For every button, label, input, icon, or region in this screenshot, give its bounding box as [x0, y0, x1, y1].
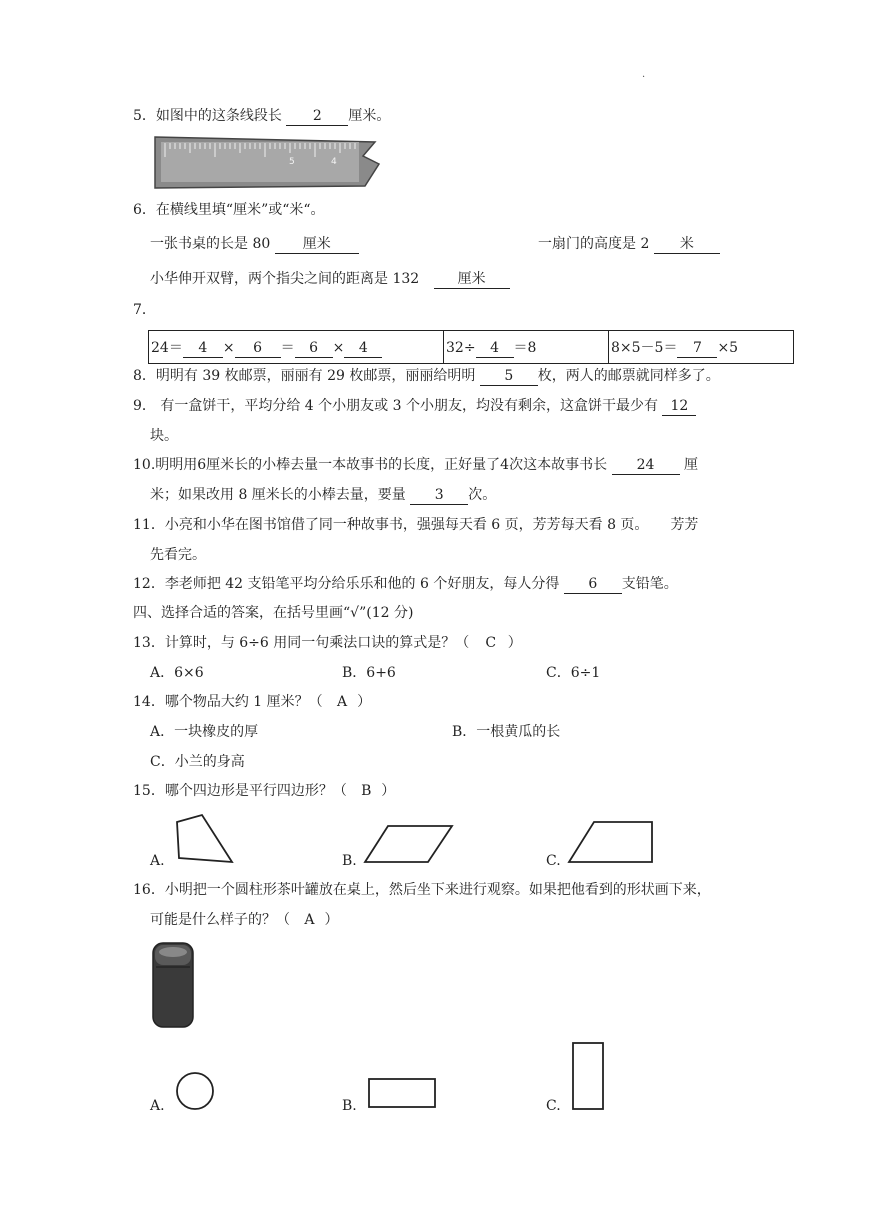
q7-cell-1	[149, 331, 444, 364]
q5-number: 5．	[133, 108, 156, 124]
q9-answer: 12	[662, 397, 696, 416]
q13-option-c: C．6÷1	[546, 665, 601, 681]
question-10-line-2	[150, 485, 496, 505]
q10-answer-2: 3	[410, 486, 468, 505]
q13-close: ）	[507, 635, 522, 651]
q16-option-b-label: B.	[342, 1098, 357, 1114]
q7-c1-answer-2: 6	[235, 339, 281, 358]
q7-c3-answer: 7	[677, 339, 717, 358]
question-11-tail: 先看完。	[150, 547, 206, 563]
q12-tail: 支铅笔。	[621, 576, 678, 592]
q7-c2-rhs: ＝8	[513, 339, 537, 356]
question-6a	[150, 234, 359, 254]
q5-text: 如图中的这条线段长	[155, 108, 282, 124]
q16-shape-c-tall-rectangle	[570, 1040, 606, 1112]
q5-unit: 厘米。	[348, 108, 391, 124]
q8-answer: 5	[480, 367, 538, 386]
q7-cell-2	[444, 331, 609, 364]
q14-option-a: A．一块橡皮的厚	[150, 724, 259, 740]
question-10	[133, 455, 698, 475]
q16-line-2-text: 可能是什么样子的？（	[150, 912, 290, 928]
q16-close: ）	[324, 912, 339, 928]
question-16-line-2	[150, 910, 338, 930]
q7-c1-answer-4: 4	[344, 339, 382, 358]
question-6b	[538, 234, 720, 254]
q15-shape-a-quadrilateral	[172, 812, 238, 868]
q6a-answer: 厘米	[275, 235, 359, 254]
question-6-stem: 6．在横线里填“厘米”或“米“。	[133, 202, 325, 218]
q11-text: 11．小亮和小华在图书馆借了同一种故事书，强强每天看 6 页，芳芳每天看 8 页。	[133, 517, 649, 533]
q7-c1-op-1: ×	[222, 339, 235, 356]
q15-option-b-label: B.	[342, 853, 357, 869]
q8-tail: 枚，两人的邮票就同样多了。	[537, 368, 720, 384]
q7-c2-answer: 4	[476, 339, 514, 358]
q7-cell-3	[609, 331, 794, 364]
q7-c3-lhs: 8×5－5＝	[611, 339, 678, 356]
tea-canister-image	[150, 940, 196, 1030]
q11-answer: 芳芳	[670, 517, 699, 533]
q13-option-b: B．6+6	[342, 665, 396, 681]
q6c-answer: 厘米	[434, 270, 510, 289]
q13-answer: C	[485, 635, 497, 651]
q15-option-c-label: C.	[546, 853, 561, 869]
q7-c1-lhs: 24＝	[151, 339, 183, 356]
q8-text: 8．明明有 39 枚邮票，丽丽有 29 枚邮票，丽丽给明明	[133, 368, 476, 384]
q7-c2-lhs: 32÷	[446, 339, 476, 356]
q16-option-a-label: A.	[150, 1098, 165, 1114]
q14-close: ）	[357, 694, 372, 710]
q14-text: 14．哪个物品大约 1 厘米？（	[133, 694, 323, 710]
ruler-tick-label-4: 4	[331, 157, 337, 167]
q15-shape-c-trapezoid	[566, 818, 658, 866]
q6b-answer: 米	[654, 235, 720, 254]
question-12	[133, 574, 678, 594]
q15-text: 15．哪个四边形是平行四边形？（	[133, 783, 347, 799]
q15-answer: B	[361, 783, 372, 799]
question-7-table	[148, 330, 794, 364]
q6a-text: 一张书桌的长是 80	[150, 236, 271, 252]
q15-option-a-label: A.	[150, 853, 165, 869]
q9-text: 9． 有一盒饼干，平均分给 4 个小朋友或 3 个小朋友，均没有剩余，这盒饼干最少有	[133, 398, 658, 414]
q14-option-b: B．一根黄瓜的长	[452, 724, 561, 740]
question-14	[133, 692, 371, 712]
q16-shape-b-rectangle	[366, 1076, 438, 1110]
q7-c1-answer-1: 4	[183, 339, 223, 358]
q10-line-2-text: 米；如果改用 8 厘米长的小棒去量，要量	[150, 487, 406, 503]
q16-answer: A	[304, 912, 315, 928]
q10-answer-1: 24	[612, 456, 680, 475]
q7-c3-rhs: ×5	[717, 339, 739, 356]
q11-answer-prefix	[648, 516, 670, 534]
q16-option-c-label: C.	[546, 1098, 561, 1114]
q13-text: 13．计算时，与 6÷6 用同一句乘法口诀的算式是？（	[133, 635, 470, 651]
q15-close: ）	[381, 783, 396, 799]
q6b-text: 一扇门的高度是 2	[538, 236, 650, 252]
question-7-number: 7．	[133, 302, 156, 318]
q5-answer: 2	[286, 107, 348, 126]
q14-option-c: C．小兰的身高	[150, 754, 245, 770]
question-9	[133, 396, 696, 416]
q7-c1-answer-3: 6	[295, 339, 333, 358]
question-16-line-1: 16．小明把一个圆柱形茶叶罐放在桌上，然后坐下来进行观察。如果把他看到的形状画下来，	[133, 882, 711, 898]
question-5	[133, 106, 390, 126]
q12-answer: 6	[564, 575, 622, 594]
question-8	[133, 366, 720, 386]
q7-c1-op-2: ×	[332, 339, 345, 356]
ruler-tick-label-5: 5	[289, 157, 295, 167]
q15-shape-b-parallelogram	[362, 822, 456, 866]
q14-answer: A	[337, 694, 348, 710]
q12-text: 12．李老师把 42 支铅笔平均分给乐乐和他的 6 个好朋友，每人分得	[133, 576, 560, 592]
section-4-heading: 四、选择合适的答案，在括号里画“√”(12 分)	[133, 605, 414, 621]
ruler-image	[153, 134, 381, 190]
q16-shape-a-circle	[174, 1070, 216, 1112]
corner-mark: ·	[642, 72, 646, 83]
q10-unit-1: 厘	[683, 457, 698, 473]
question-13	[133, 633, 522, 653]
q13-option-a: A．6×6	[150, 665, 204, 681]
q10-text: 10.明明用6厘米长的小棒去量一本故事书的长度，正好量了4次这本故事书长	[133, 457, 608, 473]
question-6c	[150, 269, 510, 289]
question-11	[133, 515, 698, 535]
q7-c1-eq: ＝	[280, 339, 295, 356]
question-9-tail: 块。	[150, 428, 178, 444]
question-15	[133, 781, 395, 801]
q10-tail: 次。	[468, 487, 497, 503]
q6c-text: 小华伸开双臂，两个指尖之间的距离是 132	[150, 271, 420, 287]
